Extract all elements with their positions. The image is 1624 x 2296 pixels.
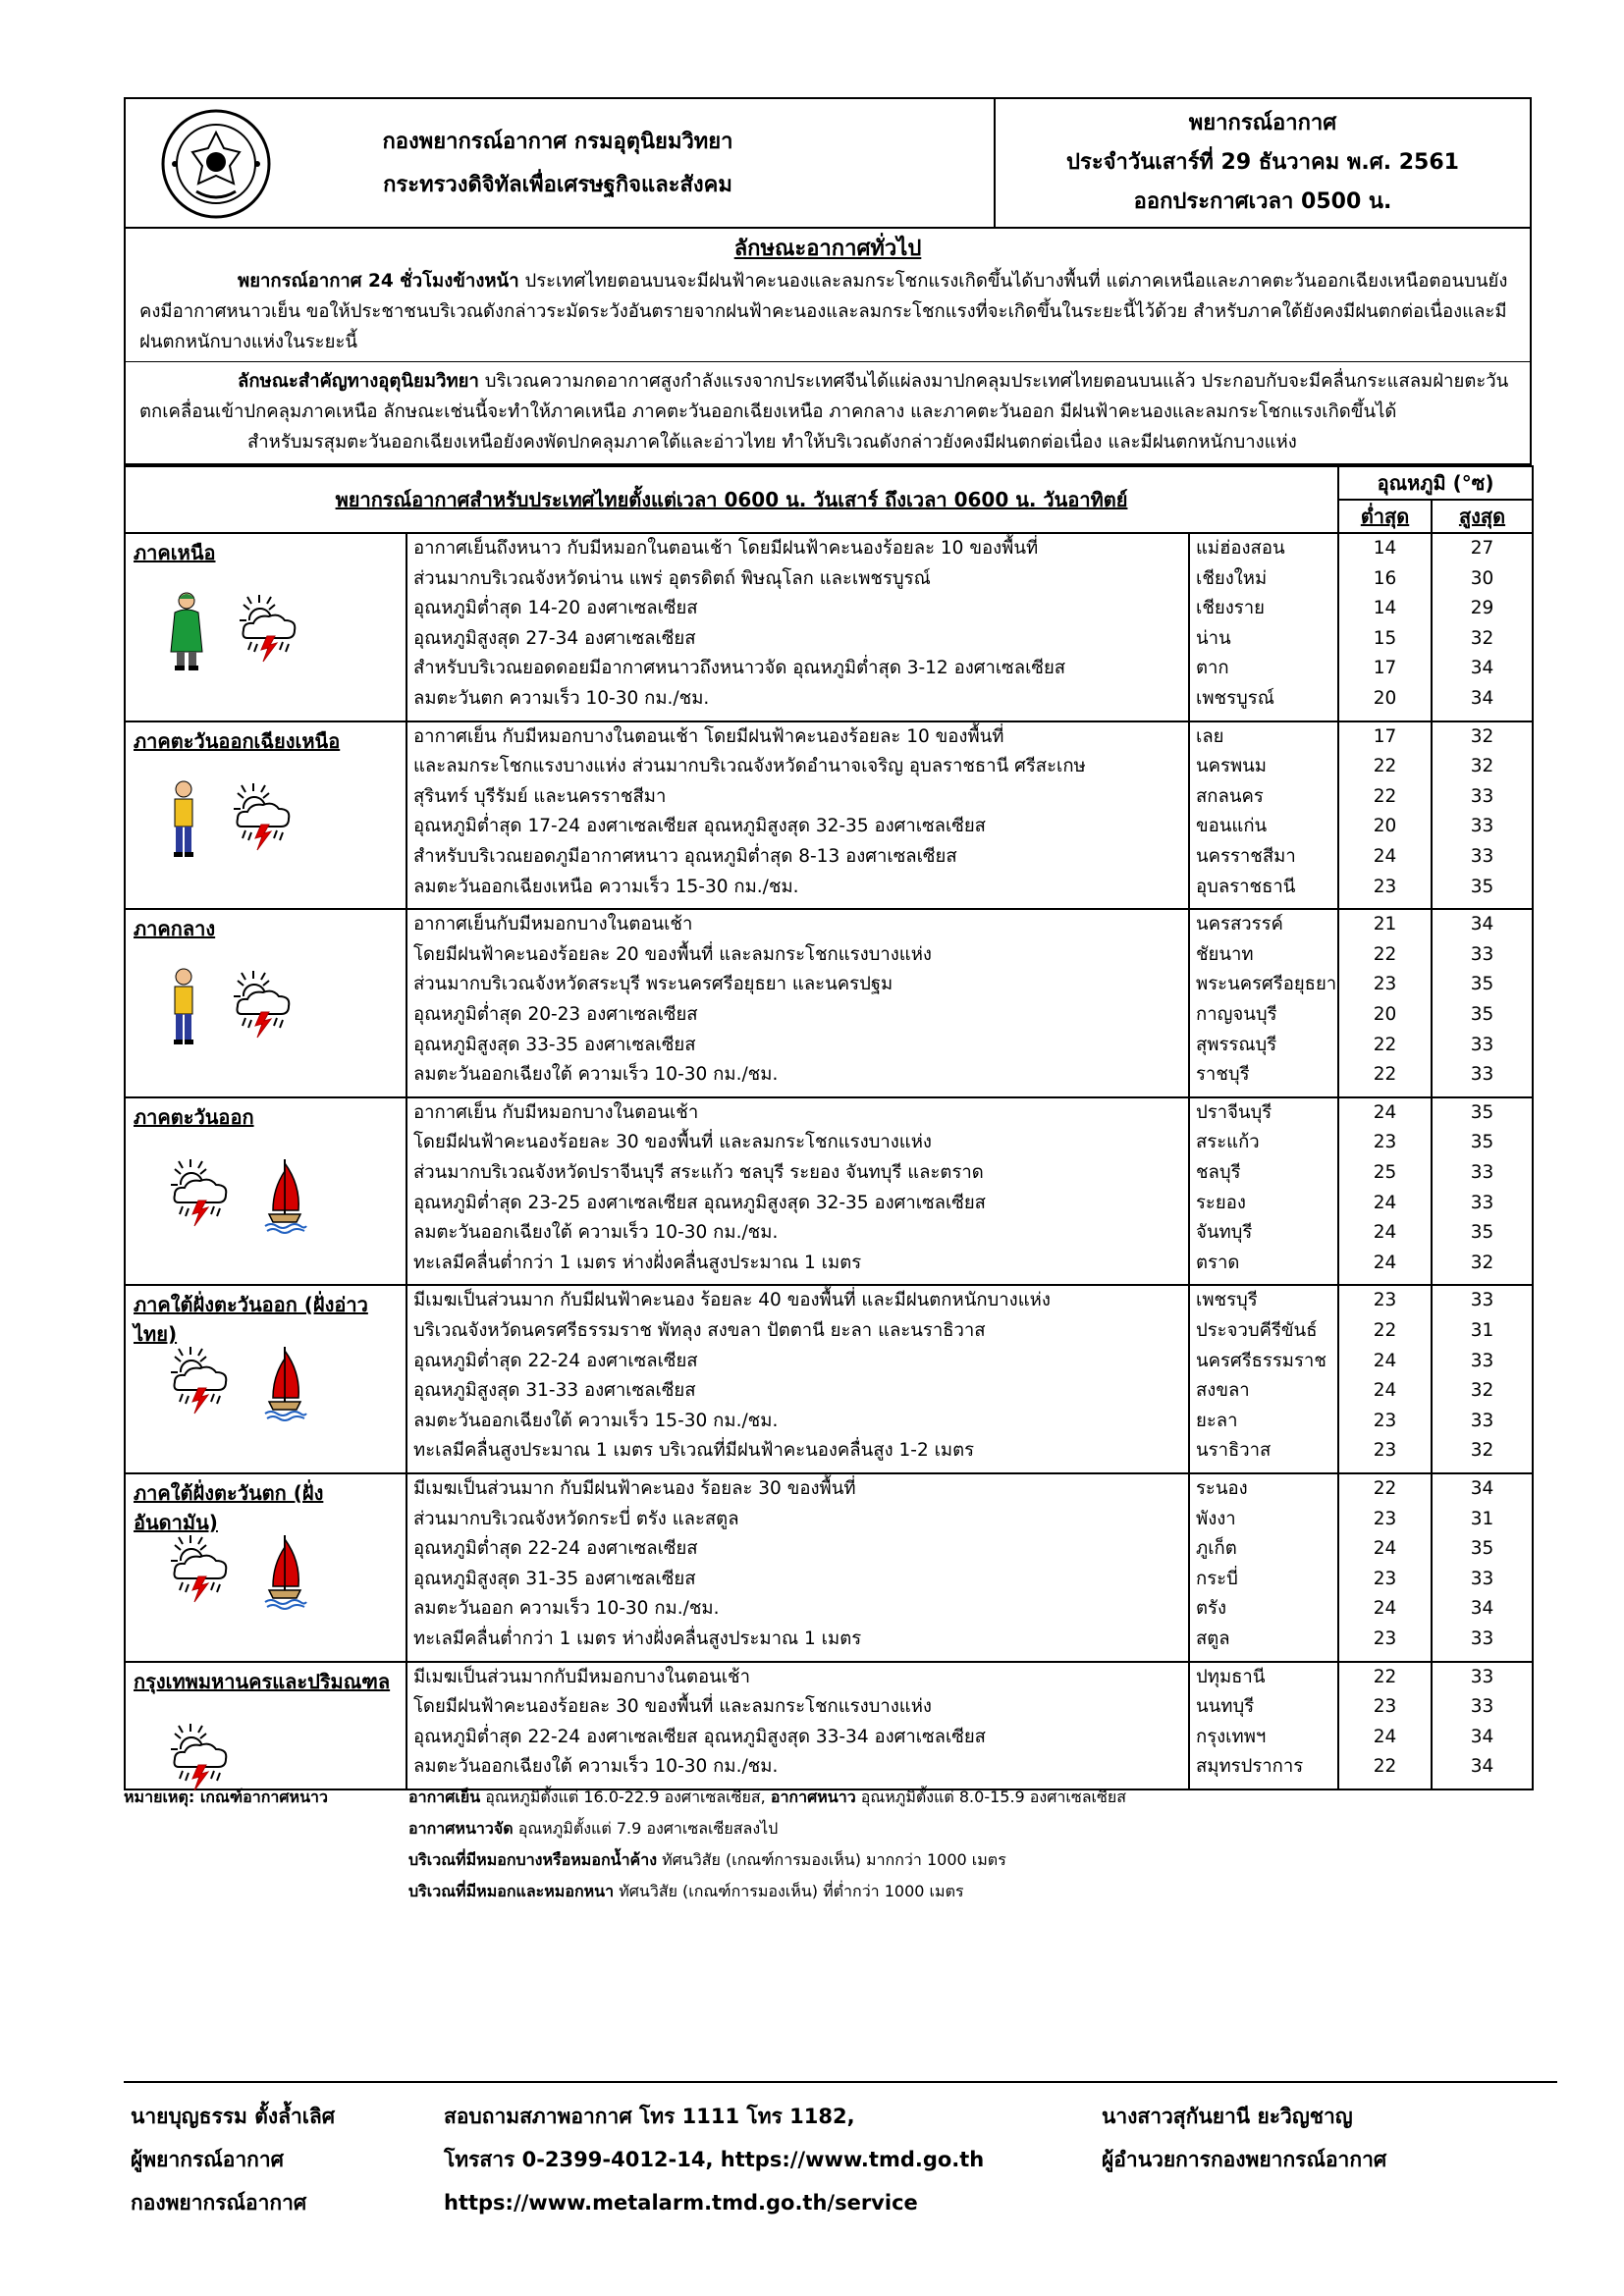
- province-list-item: ขอนแก่น: [1196, 816, 1268, 837]
- note-very-cold-label: อากาศหนาวจัด: [408, 1819, 514, 1838]
- issue-time: ออกประกาศเวลา 0500 น.: [1133, 189, 1392, 214]
- province-list: [1189, 1285, 1338, 1473]
- province-list-item: พระนครศรีอยุธยา: [1196, 974, 1337, 995]
- max-temp-list-item: 35: [1470, 974, 1494, 995]
- min-temp-list-item: 23: [1373, 1508, 1397, 1529]
- min-temp-list-item: 17: [1373, 725, 1397, 747]
- document-header: [124, 97, 1532, 229]
- region-cell: [125, 533, 406, 721]
- max-temp-list-item: 35: [1470, 1538, 1494, 1560]
- province-list-item: สมุทรปราการ: [1196, 1756, 1304, 1778]
- contact-fax-web[interactable]: โทรสาร 0-2399-4012-14, https://www.tmd.go.th: [444, 2148, 985, 2171]
- cool-person-icon: [167, 779, 200, 860]
- max-temp-list-item: 33: [1470, 943, 1494, 965]
- min-temp-list: [1338, 1473, 1432, 1662]
- cold-person-icon: [167, 591, 206, 671]
- province-list: [1189, 533, 1338, 721]
- forecast-lines-item: อากาศเย็นถึงหนาว กับมีหมอกในตอนเช้า โดยมีฝนฟ้าคะนองร้อยละ 10 ของพื้นที่: [413, 538, 1039, 559]
- province-list-item: เชียงใหม่: [1196, 567, 1268, 589]
- min-temp-list-item: 23: [1373, 1440, 1397, 1462]
- forecast-24h-text: ประเทศไทยตอนบนจะมีฝนฟ้าคะนองและลมกระโชกแรงเกิดขึ้นได้บางพื้นที่ แต่ภาคเหนือและภาคตะวันออกเฉียงเหนือตอนบนยังคงมีอากาศหนาวเย็น ขอให้ประชาชนบริเวณดังกล่าวระมัดระวังอันตรายจากฝนฟ้าคะนองและลมกระโชกแรงที่จะเกิดขึ้นในระยะนี้ไว้ด้วย สำหรับภาคใต้ยังคงมีฝนตกต่อเนื่องและมีฝนตกหนักบางแห่งในระยะนี้: [139, 271, 1508, 352]
- province-list-item: ยะลา: [1196, 1410, 1238, 1431]
- forecast-lines-item: มีเมฆเป็นส่วนมาก กับมีฝนฟ้าคะนอง ร้อยละ 30 ของพื้นที่: [413, 1477, 856, 1499]
- max-temp-list: [1432, 721, 1533, 910]
- note-cool-label: อากาศเย็น: [408, 1788, 481, 1806]
- forecast-lines-item: สำหรับบริเวณยอดดอยมีอากาศหนาวถึงหนาวจัด อุณหภูมิต่ำสุด 3-12 องศาเซลเซียส: [413, 658, 1066, 679]
- max-temp-list-item: 33: [1470, 1350, 1494, 1371]
- province-list-item: แม่ฮ่องสอน: [1196, 538, 1285, 559]
- province-list-item: ตราด: [1196, 1252, 1240, 1273]
- forecast-lines: [406, 1662, 1189, 1789]
- max-temp-list-item: 34: [1470, 658, 1494, 679]
- max-temp-list: [1432, 1662, 1533, 1789]
- min-temp-list-item: 23: [1373, 1628, 1397, 1649]
- forecast-lines-item: ลมตะวันออกเฉียงใต้ ความเร็ว 15-30 กม./ชม.: [413, 1410, 779, 1431]
- max-temp-list-item: 29: [1470, 598, 1494, 619]
- min-temp-list-item: 22: [1373, 756, 1397, 777]
- province-list-item: เลย: [1196, 725, 1224, 747]
- min-temp-list-item: 24: [1373, 845, 1397, 867]
- min-temp-list-item: 24: [1373, 1222, 1397, 1244]
- footer-contact: [444, 2095, 984, 2224]
- sun-cloud-thunderstorm-icon: [230, 779, 295, 854]
- forecast-lines-item: อุณหภูมิต่ำสุด 14-20 องศาเซลเซียส: [413, 598, 698, 619]
- notes-label: หมายเหตุ: เกณฑ์อากาศหนาว: [124, 1788, 328, 1806]
- max-temp-list-item: 32: [1470, 627, 1494, 649]
- forecast-lines-item: ลมตะวันออก ความเร็ว 10-30 กม./ชม.: [413, 1598, 720, 1620]
- province-list-item: ชลบุรี: [1196, 1161, 1241, 1183]
- note-mist-label: บริเวณที่มีหมอกบางหรือหมอกน้ำค้าง: [408, 1850, 658, 1869]
- max-temp-list: [1432, 533, 1533, 721]
- note-very-cold-text: อุณหภูมิตั้งแต่ 7.9 องศาเซลเซียสลงไป: [513, 1819, 779, 1838]
- province-list-item: จันทบุรี: [1196, 1222, 1253, 1244]
- max-temp-list-item: 34: [1470, 1726, 1494, 1747]
- region-name: ภาคตะวันออก: [134, 1104, 254, 1129]
- note-cold-label: อากาศหนาว: [770, 1788, 856, 1806]
- province-list-item: สุพรรณบุรี: [1196, 1034, 1277, 1055]
- header-org: [126, 99, 996, 227]
- region-cell: [125, 909, 406, 1097]
- general-heading: ลักษณะอากาศทั่วไป: [733, 237, 922, 261]
- min-temp-list-item: 15: [1373, 627, 1397, 649]
- province-list-item: ตาก: [1196, 658, 1229, 679]
- max-temp-list-item: 33: [1470, 1192, 1494, 1213]
- forecast-lines-item: ส่วนมากบริเวณจังหวัดกระบี่ ตรัง และสตูล: [413, 1508, 739, 1529]
- min-temp-list-item: 20: [1373, 687, 1397, 709]
- forecaster-role: ผู้พยากรณ์อากาศ: [131, 2148, 284, 2171]
- min-temp-list-item: 24: [1373, 1380, 1397, 1402]
- min-temp-list-item: 24: [1373, 1726, 1397, 1747]
- max-temp-list: [1432, 909, 1533, 1097]
- max-temp-list-item: 31: [1470, 1508, 1494, 1529]
- province-list-item: สงขลา: [1196, 1380, 1250, 1402]
- sun-cloud-thunderstorm-icon: [167, 1343, 232, 1417]
- province-list-item: นครสวรรค์: [1196, 914, 1283, 935]
- forecast-lines-item: บริเวณจังหวัดนครศรีธรรมราช พัทลุง สงขลา ปัตตานี ยะลา และนราธิวาส: [413, 1319, 986, 1341]
- max-temp-list-item: 33: [1470, 1290, 1494, 1311]
- max-temp-list-item: 32: [1470, 725, 1494, 747]
- region-row: [125, 533, 1533, 721]
- max-temp-list-item: 35: [1470, 1132, 1494, 1153]
- forecast-lines-item: อากาศเย็น กับมีหมอกบางในตอนเช้า: [413, 1101, 699, 1123]
- province-list: [1189, 909, 1338, 1097]
- forecast-lines-item: อากาศเย็นกับมีหมอกบางในตอนเช้า: [413, 914, 693, 935]
- region-row: [125, 721, 1533, 910]
- province-list-item: ระยอง: [1196, 1192, 1246, 1213]
- forecast-lines-item: อุณหภูมิต่ำสุด 20-23 องศาเซลเซียส: [413, 1003, 698, 1025]
- min-temp-list-item: 23: [1373, 1290, 1397, 1311]
- min-temp-list-item: 20: [1373, 816, 1397, 837]
- max-temp-list-item: 33: [1470, 1161, 1494, 1183]
- note-line-3: [408, 1844, 1126, 1876]
- region-cell: [125, 721, 406, 910]
- min-temp-list-item: 22: [1373, 1064, 1397, 1086]
- general-situation: [124, 229, 1532, 465]
- forecast-lines-item: อุณหภูมิสูงสุด 27-34 องศาเซลเซียส: [413, 627, 696, 649]
- min-temp-list: [1338, 1662, 1432, 1789]
- province-list: [1189, 1662, 1338, 1789]
- forecast-lines-item: โดยมีฝนฟ้าคะนองร้อยละ 30 ของพื้นที่ และลมกระโชกแรงบางแห่ง: [413, 1696, 932, 1718]
- contact-service-url[interactable]: https://www.metalarm.tmd.go.th/service: [444, 2191, 918, 2215]
- max-temp-list-item: 30: [1470, 567, 1494, 589]
- province-list-item: ราชบุรี: [1196, 1064, 1250, 1086]
- min-temp-list: [1338, 721, 1432, 910]
- forecast-lines: [406, 1097, 1189, 1286]
- province-list: [1189, 1473, 1338, 1662]
- forecast-lines-item: ส่วนมากบริเวณจังหวัดปราจีนบุรี สระแก้ว ชลบุรี ระยอง จันทบุรี และตราด: [413, 1161, 984, 1183]
- note-fog-label: บริเวณที่มีหมอกและหมอกหนา: [408, 1882, 615, 1900]
- forecaster-name: นายบุญธรรม ตั้งล้ำเลิศ: [131, 2105, 336, 2128]
- min-temp-list-item: 24: [1373, 1598, 1397, 1620]
- forecaster-division: กองพยากรณ์อากาศ: [131, 2191, 307, 2215]
- province-list: [1189, 721, 1338, 910]
- region-cell: [125, 1473, 406, 1662]
- forecast-lines-item: และลมกระโชกแรงบางแห่ง ส่วนมากบริเวณจังหวัดอำนาจเจริญ อุบลราชธานี ศรีสะเกษ: [413, 756, 1086, 777]
- max-temp-list-item: 33: [1470, 816, 1494, 837]
- table-title: พยากรณ์อากาศสำหรับประเทศไทยตั้งแต่เวลา 0600 น. วันเสาร์ ถึงเวลา 0600 น. วันอาทิตย์: [125, 466, 1338, 533]
- province-list-item: นครราชสีมา: [1196, 845, 1296, 867]
- sailboat-icon: [261, 1155, 310, 1236]
- min-temp-list-item: 16: [1373, 567, 1397, 589]
- max-temp-list-item: 32: [1470, 1440, 1494, 1462]
- forecast-24h-label: พยากรณ์อากาศ 24 ชั่วโมงข้างหน้า: [238, 271, 519, 292]
- max-temp-list: [1432, 1097, 1533, 1286]
- province-list-item: นครศรีธรรมราช: [1196, 1350, 1326, 1371]
- max-temp-list-item: 33: [1470, 1628, 1494, 1649]
- province-list-item: เชียงราย: [1196, 598, 1265, 619]
- footer-director: [1102, 2095, 1386, 2181]
- meteorology-label: ลักษณะสำคัญทางอุตุนิยมวิทยา: [238, 371, 479, 392]
- forecast-lines-item: ทะเลมีคลื่นต่ำกว่า 1 เมตร ห่างฝั่งคลื่นสูงประมาณ 1 เมตร: [413, 1628, 862, 1649]
- region-name: ภาคเหนือ: [134, 541, 216, 564]
- forecast-table: [124, 465, 1534, 1790]
- province-list-item: เพชรบุรี: [1196, 1290, 1258, 1311]
- min-temp-list: [1338, 1097, 1432, 1286]
- forecast-lines-item: สุรินทร์ บุรีรัมย์ และนครราชสีมา: [413, 785, 667, 807]
- province-list-item: น่าน: [1196, 627, 1231, 649]
- min-temp-list-item: 25: [1373, 1161, 1397, 1183]
- region-cell: [125, 1285, 406, 1473]
- min-temp-list-item: 22: [1373, 1477, 1397, 1499]
- province-list-item: ประจวบคีรีขันธ์: [1196, 1319, 1318, 1341]
- max-temp-list-item: 33: [1470, 1696, 1494, 1718]
- max-temp-list-item: 33: [1470, 1034, 1494, 1055]
- forecast-lines-item: มีเมฆเป็นส่วนมากกับมีหมอกบางในตอนเช้า: [413, 1666, 750, 1687]
- header-title-block: [996, 99, 1530, 227]
- max-temp-list-item: 33: [1470, 1064, 1494, 1086]
- min-temp-list-item: 22: [1373, 1034, 1397, 1055]
- sun-cloud-thunderstorm-icon: [230, 967, 295, 1041]
- min-temp-list-item: 20: [1373, 1003, 1397, 1025]
- max-temp-list-item: 35: [1470, 876, 1494, 897]
- min-temp-list-item: 22: [1373, 785, 1397, 807]
- min-temp-list-item: 22: [1373, 943, 1397, 965]
- director-role: ผู้อำนวยการกองพยากรณ์อากาศ: [1102, 2148, 1387, 2171]
- min-temp-list-item: 24: [1373, 1101, 1397, 1123]
- province-list-item: ตรัง: [1196, 1598, 1226, 1620]
- province-list-item: ปทุมธานี: [1196, 1666, 1266, 1687]
- max-temp-list-item: 35: [1470, 1003, 1494, 1025]
- forecast-lines-item: อุณหภูมิสูงสุด 31-33 องศาเซลเซียส: [413, 1380, 696, 1402]
- min-temp-list-item: 24: [1373, 1538, 1397, 1560]
- max-temp-list-item: 33: [1470, 785, 1494, 807]
- forecast-lines-item: อุณหภูมิต่ำสุด 22-24 องศาเซลเซียส: [413, 1350, 698, 1371]
- province-list-item: เพชรบูรณ์: [1196, 687, 1274, 709]
- forecast-lines-item: ส่วนมากบริเวณจังหวัดสระบุรี พระนครศรีอยุธยา และนครปฐม: [413, 974, 893, 995]
- max-temp-list-item: 34: [1470, 1477, 1494, 1499]
- contact-phone: สอบถามสภาพอากาศ โทร 1111 โทร 1182,: [444, 2105, 855, 2128]
- min-temp-list-item: 17: [1373, 658, 1397, 679]
- note-fog-text: ทัศนวิสัย (เกณฑ์การมองเห็น) ที่ต่ำกว่า 1000 เมตร: [614, 1882, 964, 1900]
- province-list-item: ปราจีนบุรี: [1196, 1101, 1272, 1123]
- forecast-lines-item: ลมตะวันออกเฉียงใต้ ความเร็ว 10-30 กม./ชม.: [413, 1222, 779, 1244]
- sailboat-icon: [261, 1531, 310, 1612]
- max-temp-list-item: 31: [1470, 1319, 1494, 1341]
- max-temp-list-item: 33: [1470, 1568, 1494, 1589]
- max-temp-list-item: 34: [1470, 1598, 1494, 1620]
- forecast-24h-paragraph: [139, 266, 1516, 357]
- org-line-2: กระทรวงดิจิทัลเพื่อเศรษฐกิจและสังคม: [383, 173, 732, 197]
- province-list-item: สกลนคร: [1196, 785, 1264, 807]
- forecast-lines-item: อุณหภูมิสูงสุด 33-35 องศาเซลเซียส: [413, 1034, 696, 1055]
- province-list-item: ชัยนาท: [1196, 943, 1254, 965]
- min-temp-list-item: 23: [1373, 1568, 1397, 1589]
- province-list-item: กระบี่: [1196, 1568, 1238, 1589]
- region-cell: [125, 1662, 406, 1789]
- max-temp-list-item: 32: [1470, 756, 1494, 777]
- region-row: [125, 1285, 1533, 1473]
- region-row: [125, 909, 1533, 1097]
- max-temp-list-item: 34: [1470, 1756, 1494, 1778]
- max-temp-list-item: 35: [1470, 1222, 1494, 1244]
- province-list-item: กาญจนบุรี: [1196, 1003, 1277, 1025]
- meteorology-paragraph: [139, 366, 1516, 427]
- region-cell: [125, 1097, 406, 1286]
- min-temp-list-item: 22: [1373, 1666, 1397, 1687]
- province-list-item: สระแก้ว: [1196, 1132, 1260, 1153]
- min-temp-list-item: 23: [1373, 974, 1397, 995]
- sailboat-icon: [261, 1343, 310, 1423]
- note-line-1: [408, 1782, 1126, 1813]
- forecast-lines-item: มีเมฆเป็นส่วนมาก กับมีฝนฟ้าคะนอง ร้อยละ 40 ของพื้นที่ และมีฝนตกหนักบางแห่ง: [413, 1290, 1051, 1311]
- max-temp-list: [1432, 1285, 1533, 1473]
- max-temp-list-item: 34: [1470, 914, 1494, 935]
- forecast-lines-item: อุณหภูมิต่ำสุด 22-24 องศาเซลเซียส อุณหภูมิสูงสุด 33-34 องศาเซลเซียส: [413, 1726, 986, 1747]
- region-name: ภาคกลาง: [134, 917, 216, 941]
- note-line-2: [408, 1813, 1126, 1844]
- max-temp-list-item: 33: [1470, 845, 1494, 867]
- tmd-seal-icon: [161, 109, 271, 219]
- note-line-4: [408, 1876, 1126, 1907]
- forecast-lines: [406, 909, 1189, 1097]
- forecast-lines-item: อุณหภูมิต่ำสุด 22-24 องศาเซลเซียส: [413, 1538, 698, 1560]
- footer-forecaster: [131, 2095, 335, 2224]
- max-temp-list-item: 33: [1470, 1410, 1494, 1431]
- forecast-lines-item: ทะเลมีคลื่นต่ำกว่า 1 เมตร ห่างฝั่งคลื่นสูงประมาณ 1 เมตร: [413, 1252, 862, 1273]
- min-temp-list-item: 23: [1373, 1132, 1397, 1153]
- province-list-item: พังงา: [1196, 1508, 1236, 1529]
- min-temp-list-item: 22: [1373, 1756, 1397, 1778]
- forecast-lines: [406, 1285, 1189, 1473]
- province-list-item: นครพนม: [1196, 756, 1267, 777]
- sun-cloud-thunderstorm-icon: [167, 1531, 232, 1606]
- min-temp-list-item: 23: [1373, 1696, 1397, 1718]
- note-cold-text: อุณหภูมิตั้งแต่ 8.0-15.9 องศาเซลเซียส: [855, 1788, 1126, 1806]
- min-temp-list-item: 23: [1373, 1410, 1397, 1431]
- forecast-lines-item: ลมตะวันออกเฉียงเหนือ ความเร็ว 15-30 กม./ชม.: [413, 876, 799, 897]
- min-temp-list-item: 24: [1373, 1252, 1397, 1273]
- min-temp-list-item: 24: [1373, 1350, 1397, 1371]
- region-name: กรุงเทพมหานครและปริมณฑล: [134, 1669, 391, 1693]
- min-temp-list-item: 14: [1373, 538, 1397, 559]
- region-row: [125, 1662, 1533, 1789]
- max-temp-list-item: 32: [1470, 1380, 1494, 1402]
- forecast-title: พยากรณ์อากาศ: [1188, 111, 1337, 135]
- forecast-lines-item: ลมตะวันตก ความเร็ว 10-30 กม./ชม.: [413, 687, 710, 709]
- forecast-lines-item: อุณหภูมิต่ำสุด 23-25 องศาเซลเซียส อุณหภูมิสูงสุด 32-35 องศาเซลเซียส: [413, 1192, 986, 1213]
- region-name: ภาคใต้ฝั่งตะวันออก (ฝั่งอ่าวไทย): [134, 1293, 368, 1347]
- province-list-item: ภูเก็ต: [1196, 1538, 1237, 1560]
- forecast-lines-item: อากาศเย็น กับมีหมอกบางในตอนเช้า โดยมีฝนฟ้าคะนองร้อยละ 10 ของพื้นที่: [413, 725, 1004, 747]
- forecast-lines-item: ลมตะวันออกเฉียงใต้ ความเร็ว 10-30 กม./ชม.: [413, 1064, 779, 1086]
- min-temp-list: [1338, 909, 1432, 1097]
- max-temp-list-item: 35: [1470, 1101, 1494, 1123]
- min-temp-list: [1338, 1285, 1432, 1473]
- max-temp-list: [1432, 1473, 1533, 1662]
- min-temp-list-item: 22: [1373, 1319, 1397, 1341]
- province-list-item: ระนอง: [1196, 1477, 1248, 1499]
- forecast-lines-item: อุณหภูมิต่ำสุด 17-24 องศาเซลเซียส อุณหภูมิสูงสุด 32-35 องศาเซลเซียส: [413, 816, 986, 837]
- forecast-lines-item: อุณหภูมิสูงสุด 31-35 องศาเซลเซียส: [413, 1568, 696, 1589]
- min-temp-list: [1338, 533, 1432, 721]
- forecast-lines-item: ลมตะวันออกเฉียงใต้ ความเร็ว 10-30 กม./ชม.: [413, 1756, 779, 1778]
- forecast-lines: [406, 1473, 1189, 1662]
- director-name: นางสาวสุกันยานี ยะวิญชาญ: [1102, 2105, 1353, 2128]
- forecast-lines: [406, 721, 1189, 910]
- forecast-lines: [406, 533, 1189, 721]
- province-list: [1189, 1097, 1338, 1286]
- forecast-lines-item: สำหรับบริเวณยอดภูมีอากาศหนาว อุณหภูมิต่ำสุด 8-13 องศาเซลเซียส: [413, 845, 957, 867]
- meteorology-text: บริเวณความกดอากาศสูงกำลังแรงจากประเทศจีนได้แผ่ลงมาปกคลุมประเทศไทยตอนบนแล้ว ประกอบกับจะมีคลื่นกระแสลมฝ่ายตะวันตกเคลื่อนเข้าปกคลุมภาคเหนือ ลักษณะเช่นนี้จะทำให้ภาคเหนือ ภาคตะวันออกเฉียงเหนือ ภาคกลาง และภาคตะวันออก มีฝนฟ้าคะนองและลมกระโชกแรงเกิดขึ้นได้: [139, 371, 1509, 422]
- province-list-item: กรุงเทพฯ: [1196, 1726, 1267, 1747]
- max-temp-list-item: 34: [1470, 687, 1494, 709]
- note-cool-text: อุณหภูมิตั้งแต่ 16.0-22.9 องศาเซลเซียส,: [480, 1788, 771, 1806]
- temperature-header: อุณหภูมิ (°ซ): [1338, 466, 1533, 500]
- max-temp-header: สูงสุด: [1432, 500, 1533, 533]
- region-row: [125, 1473, 1533, 1662]
- note-mist-text: ทัศนวิสัย (เกณฑ์การมองเห็น) มากกว่า 1000 เมตร: [657, 1850, 1006, 1869]
- sun-cloud-thunderstorm-icon: [236, 591, 300, 666]
- forecast-lines-item: ส่วนมากบริเวณจังหวัดน่าน แพร่ อุตรดิตถ์ พิษณุโลก และเพชรบูรณ์: [413, 567, 931, 589]
- province-list-item: สตูล: [1196, 1628, 1230, 1649]
- sun-cloud-thunderstorm-icon: [167, 1155, 232, 1230]
- footer-divider: [124, 2081, 1557, 2083]
- org-line-1: กองพยากรณ์อากาศ กรมอุตุนิยมวิทยา: [382, 130, 733, 154]
- min-temp-list-item: 23: [1373, 876, 1397, 897]
- min-temp-list-item: 24: [1373, 1192, 1397, 1213]
- forecast-date: ประจำวันเสาร์ที่ 29 ธันวาคม พ.ศ. 2561: [1066, 150, 1459, 175]
- province-list-item: นราธิวาส: [1196, 1440, 1272, 1462]
- max-temp-list-item: 32: [1470, 1252, 1494, 1273]
- region-name: ภาคตะวันออกเฉียงเหนือ: [134, 728, 341, 753]
- min-temp-list-item: 21: [1373, 914, 1397, 935]
- forecast-lines-item: โดยมีฝนฟ้าคะนองร้อยละ 20 ของพื้นที่ และลมกระโชกแรงบางแห่ง: [413, 943, 932, 965]
- province-list-item: อุบลราชธานี: [1196, 876, 1296, 897]
- province-list-item: นนทบุรี: [1196, 1696, 1255, 1718]
- region-row: [125, 1097, 1533, 1286]
- min-temp-list-item: 14: [1373, 598, 1397, 619]
- forecast-lines-item: ทะเลมีคลื่นสูงประมาณ 1 เมตร บริเวณที่มีฝนฟ้าคะนองคลื่นสูง 1-2 เมตร: [413, 1440, 975, 1462]
- max-temp-list-item: 33: [1470, 1666, 1494, 1687]
- meteorology-last-line: สำหรับมรสุมตะวันออกเฉียงเหนือยังคงพัดปกคลุมภาคใต้และอ่าวไทย ทำให้บริเวณดังกล่าวยังคงมีฝนตกต่อเนื่อง และมีฝนตกหนักบางแห่ง: [247, 432, 1297, 453]
- max-temp-list-item: 27: [1470, 538, 1494, 559]
- min-temp-header: ต่ำสุด: [1338, 500, 1432, 533]
- forecast-lines-item: โดยมีฝนฟ้าคะนองร้อยละ 30 ของพื้นที่ และลมกระโชกแรงบางแห่ง: [413, 1132, 932, 1153]
- cool-person-icon: [167, 967, 200, 1047]
- region-name: ภาคใต้ฝั่งตะวันตก (ฝั่งอันดามัน): [134, 1480, 324, 1534]
